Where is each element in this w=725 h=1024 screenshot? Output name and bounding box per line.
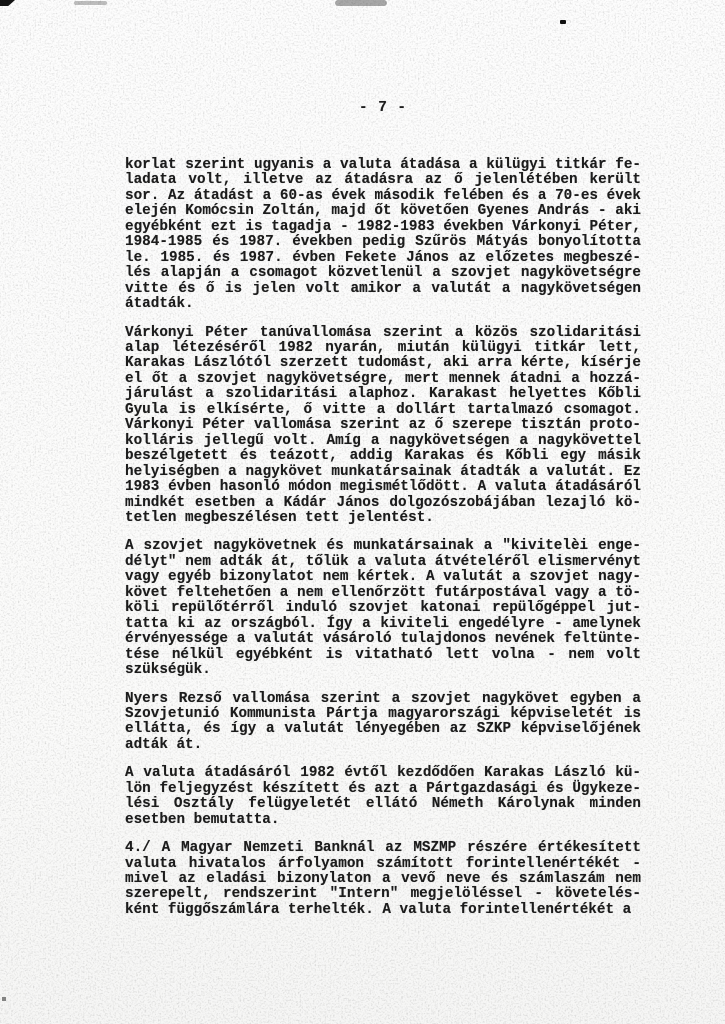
scan-artifact-speck: [2, 997, 6, 1001]
text-line: Szovjetunió Kommunista Pártja magyarországi képviseletét is: [125, 705, 641, 722]
text-line: vitte és ő is jelen volt amikor a valutát a nagykövetségen: [125, 280, 641, 297]
text-line: vagy egyéb bizonylatot nem kértek. A valutát a szovjet nagy-: [125, 569, 641, 586]
paragraph: [125, 539, 641, 678]
text-line: tése nélkül egyébként is vitatható lett volna - nem volt: [125, 646, 641, 663]
text-line: le. 1985. és 1987. évben Fekete János az előzetes megbeszé-: [125, 249, 641, 266]
text-line: beszélgetett és teázott, addig Karakas és Kőbli egy másik: [125, 448, 641, 465]
text-line: mivel az eladási bizonylaton a vevő neve és számlaszám nem: [125, 871, 641, 888]
text-line: járulást a szolidaritási alaphoz. Karakast helyettes Kőbli: [125, 386, 641, 403]
text-line: lön feljegyzést készített és azt a Pártgazdasági és Ügykeze-: [125, 780, 641, 797]
text-line: átadták.: [125, 296, 194, 313]
text-line: esetben bemutatta.: [125, 811, 280, 828]
text-line: A valuta átadásáról 1982 évtől kezdődően Karakas László kü-: [125, 765, 641, 782]
text-line: ellátta, és így a valutát lényegében az SZKP képviselőjének: [125, 721, 641, 738]
text-line: helyiségben a nagykövet munkatársainak átadták a valutát. Ez: [125, 463, 641, 480]
page-number: - 7 -: [359, 100, 407, 116]
text-line: adták át.: [125, 736, 203, 753]
text-line: délyt" nem adták át, tőlük a valuta átvételéről elismervényt: [125, 553, 641, 570]
text-line: szerepelt, rendszerint "Intern" megjelöléssel - követelés-: [125, 886, 641, 903]
text-line: Várkonyi Péter tanúvallomása szerint a közös szolidaritási: [125, 324, 641, 341]
text-line: ként függőszámlára terhelték. A valuta forintellenértékét a: [125, 901, 632, 918]
text-line: sor. Az átadást a 60-as évek második felében és a 70-es évek: [125, 187, 641, 204]
paragraph: [125, 841, 641, 918]
text-line: ladata volt, illetve az átadásra az ő jelenlétében került: [125, 172, 641, 189]
text-line: korlat szerint ugyanis a valuta átadása a külügyi titkár fe-: [125, 157, 641, 173]
text-line: tatta ki az országból. Így a kiviteli engedélyre - amelynek: [125, 615, 641, 632]
text-line: érvényessége a valutát vásároló tulajdonos nevének feltünte-: [125, 631, 641, 648]
text-line: lés alapján a csomagot közvetlenül a szovjet nagykövetségre: [125, 265, 641, 282]
text-line: valuta hivatalos árfolyamon számított forintellenértékét -: [125, 855, 641, 872]
text-line: köli repülőtérről induló szovjet katonai repülőgéppel jut-: [125, 600, 641, 617]
scan-artifact-smudge: [74, 1, 107, 5]
scan-artifact-dot: [560, 20, 566, 24]
paragraph: [125, 766, 641, 828]
text-line: Gyula is elkísérte, ő vitte a dollárt tartalmazó csomagot.: [125, 401, 641, 418]
text-line: el őt a szovjet nagykövetségre, mert mennek átadni a hozzá-: [125, 370, 641, 387]
text-line: kolláris jellegű volt. Amíg a nagykövetségen a nagykövettel: [125, 432, 641, 449]
text-line: A szovjet nagykövetnek és munkatársainak a "kivitelèi enge-: [125, 538, 641, 555]
text-block: [125, 158, 641, 931]
text-line: Karakas Lászlótól szerzett tudomást, aki arra kérte, kísérje: [125, 355, 641, 372]
text-line: lési Osztály felügyeletét ellátó Németh Károlynak minden: [125, 796, 641, 813]
paragraph: [125, 326, 641, 527]
text-line: Várkonyi Péter vallomása szerint az ő szerepe tisztán proto-: [125, 417, 641, 434]
paragraph: [125, 692, 641, 754]
scan-artifact-smudge: [335, 0, 387, 6]
text-line: egyébként ezt is tagadja - 1982-1983 években Várkonyi Péter,: [125, 218, 641, 235]
text-line: Nyers Rezső vallomása szerint a szovjet nagykövet egyben a: [125, 690, 641, 707]
text-line: alap létezéséről 1982 nyarán, miután külügyi titkár lett,: [125, 339, 641, 356]
text-line: követ feltehetően a nem ellenőrzött futárpostával vagy a tö-: [125, 584, 641, 601]
text-line: elején Komócsin Zoltán, majd őt követően Gyenes András - aki: [125, 203, 641, 220]
text-line: tetlen megbeszélésen tett jelentést.: [125, 509, 434, 526]
scan-artifact-corner: [0, 0, 15, 6]
text-line: 4./ A Magyar Nemzeti Banknál az MSZMP részére értékesített: [125, 840, 641, 857]
text-line: szükségük.: [125, 662, 211, 679]
text-line: 1983 évben hasonló módon megismétlődött. A valuta átadásáról: [125, 479, 641, 496]
paragraph: [125, 158, 641, 313]
text-line: 1984-1985 és 1987. években pedig Szűrös Mátyás bonyolította: [125, 234, 641, 251]
text-line: mindkét esetben a Kádár János dolgozószobájában lezajló kö-: [125, 494, 641, 511]
